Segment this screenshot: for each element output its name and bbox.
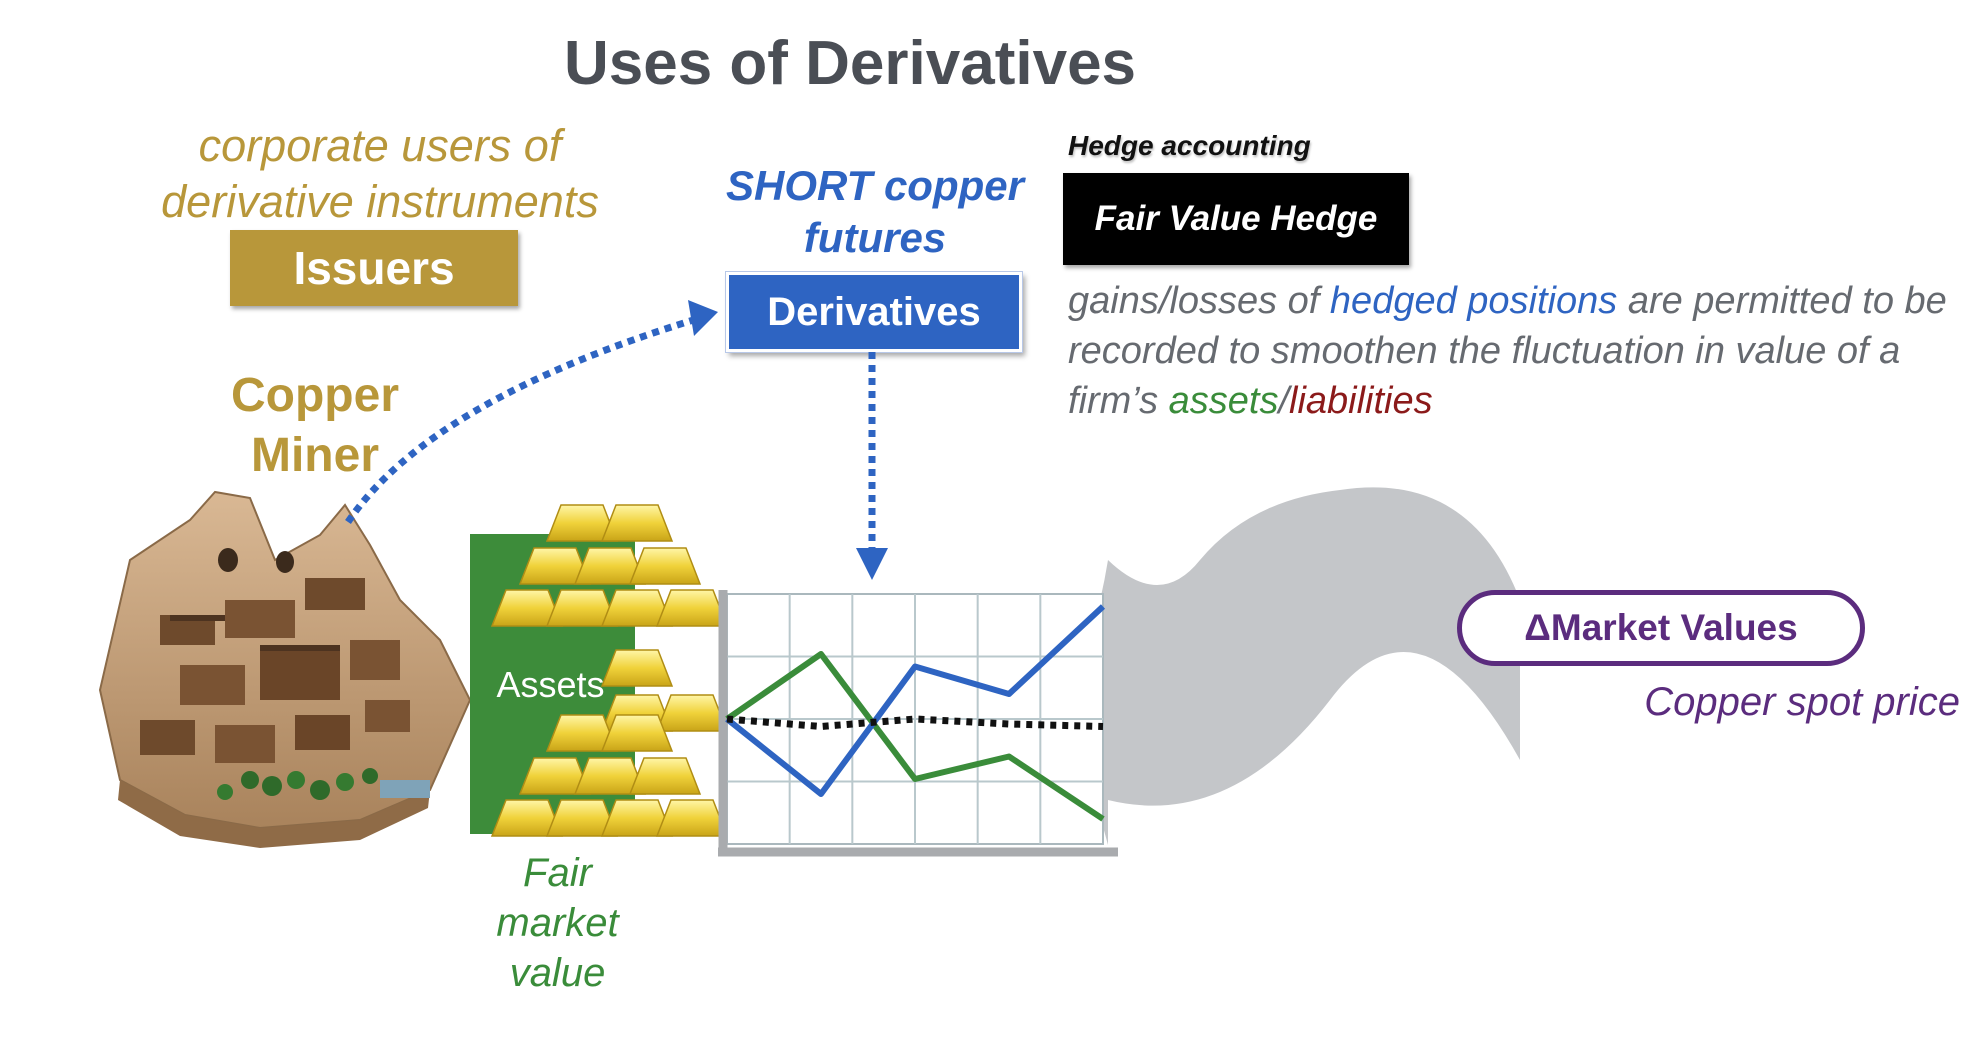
issuers-caption-line2: derivative instruments: [161, 176, 599, 227]
copper-spot-price-caption: Copper spot price: [1644, 680, 1960, 724]
short-futures-line2: futures: [803, 214, 947, 261]
market-values-box: ΔMarket Values: [1457, 590, 1865, 666]
short-futures-line1: SHORT copper: [726, 162, 1024, 209]
gold-bar: [657, 590, 727, 626]
issuers-caption-line1: corporate users of: [198, 120, 562, 171]
fair-value-hedge-box: Fair Value Hedge: [1063, 173, 1409, 265]
assets-label: Assets: [496, 664, 605, 705]
hedge-desc-part1: gains/losses of: [1068, 280, 1330, 322]
gold-bar: [602, 505, 672, 541]
fmv-line2: market: [496, 901, 619, 945]
issuers-box: Issuers: [230, 230, 518, 306]
fmv-line1: Fair: [523, 851, 592, 895]
copper-miner-line1: Copper: [231, 369, 399, 422]
copper-miner-line2: Miner: [250, 429, 379, 482]
mining-town-icon: [100, 492, 470, 848]
slash: /: [1278, 380, 1290, 422]
hedge-arrow: [348, 318, 700, 522]
gold-bar: [657, 800, 727, 836]
hedge-desc-part2: are permitted to be recorded to smoothen the fluctuation in value of a firm’s: [1068, 280, 1947, 422]
hedge-arrowhead: [688, 300, 718, 336]
hedged-positions-term: hedged positions: [1329, 280, 1618, 322]
fmv-line3: value: [509, 951, 606, 995]
hedge-accounting-label: Hedge accounting: [1068, 130, 1311, 161]
gold-bar: [630, 758, 700, 794]
gold-bar: [630, 548, 700, 584]
liabilities-term: liabilities: [1289, 380, 1433, 422]
assets-term: assets: [1168, 380, 1279, 422]
fair-market-value-caption: [470, 848, 645, 998]
market-wave: [1065, 487, 1520, 845]
value-chart: [718, 590, 1118, 852]
derivatives-box: Derivatives: [726, 272, 1022, 352]
page-title: Uses of Derivatives: [563, 29, 1137, 98]
gold-bar: [657, 695, 727, 731]
derivatives-arrowhead: [856, 548, 888, 580]
